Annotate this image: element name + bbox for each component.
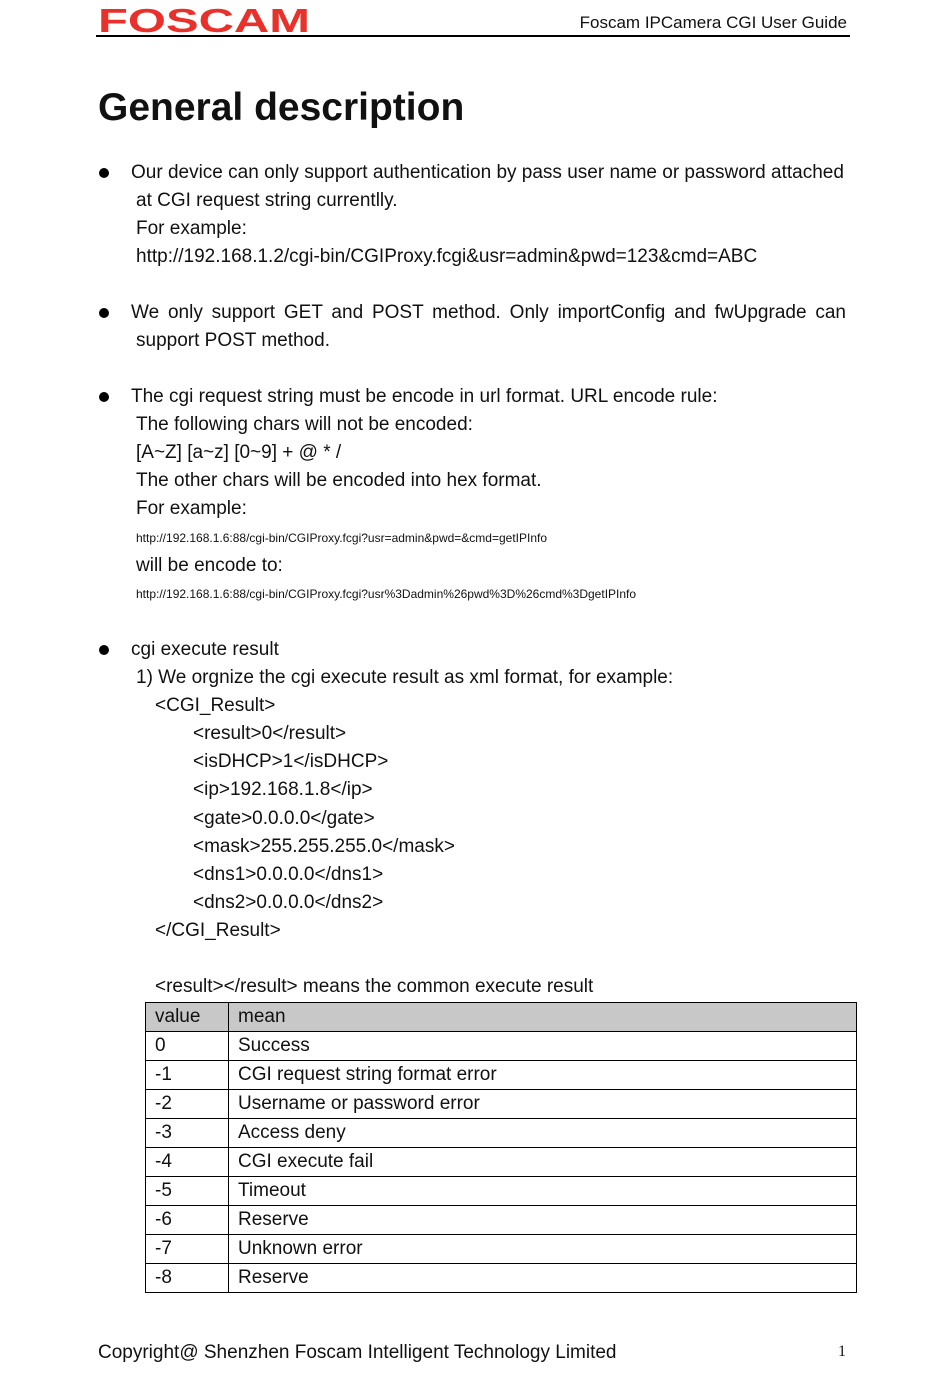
foscam-logo [98,5,310,35]
bullet-2-line-2: support POST method. [136,330,330,351]
table-row [146,1148,857,1177]
result-note: <result></result> means the common execute result [155,976,594,997]
cell-value: -2 [146,1090,229,1119]
bullet-3-line-5: For example: [136,498,247,519]
cell-value: -5 [146,1177,229,1206]
bullet-dot [99,392,109,402]
xml-line: <result>0</result> [193,723,347,744]
bullet-dot [99,168,109,178]
table-row [146,1177,857,1206]
cell-mean: Reserve [229,1206,857,1235]
table-row [146,1206,857,1235]
cell-value: -8 [146,1264,229,1293]
table-row [146,1061,857,1090]
bullet-1-line-1: Our device can only support authentication by pass user name or password attached [131,162,844,183]
example-url-plain: http://192.168.1.6:88/cgi-bin/CGIProxy.fcgi?usr=admin&pwd=&cmd=getIPInfo [136,531,548,545]
bullet-4-line-1: cgi execute result [131,639,279,660]
table-row [146,1264,857,1293]
cell-mean: Timeout [229,1177,857,1206]
xml-line: <dns2>0.0.0.0</dns2> [193,892,384,913]
bullet-dot [99,645,109,655]
bullet-3-line-2: The following chars will not be encoded: [136,414,473,435]
bullet-3-line-7: will be encode to: [136,555,283,576]
cell-mean: Unknown error [229,1235,857,1264]
result-table [145,1002,857,1293]
section-heading: General description [98,86,465,129]
xml-line: <mask>255.255.255.0</mask> [193,836,455,857]
xml-line: </CGI_Result> [155,920,281,941]
bullet-3-line-4: The other chars will be encoded into hex format. [136,470,542,491]
cell-value: -7 [146,1235,229,1264]
cell-mean: Reserve [229,1264,857,1293]
xml-line: <CGI_Result> [155,695,276,716]
logo-text: FOSCAM [98,5,310,35]
table-row [146,1032,857,1061]
cell-value: -4 [146,1148,229,1177]
cell-value: -3 [146,1119,229,1148]
bullet-2-line-1: We only support GET and POST method. Only importConfig and fwUpgrade can [131,302,846,323]
xml-line: <gate>0.0.0.0</gate> [193,808,375,829]
xml-line: <ip>192.168.1.8</ip> [193,779,373,800]
table-row [146,1119,857,1148]
xml-line: <isDHCP>1</isDHCP> [193,751,389,772]
column-header-value: value [146,1003,229,1032]
bullet-3-line-3: [A~Z] [a~z] [0~9] + @ * / [136,442,342,463]
bullet-1-line-2: at CGI request string currentlly. [136,190,398,211]
page-number: 1 [838,1343,846,1360]
bullet-1-line-3: For example: [136,218,247,239]
bullet-dot [99,308,109,318]
example-url-encoded: http://192.168.1.6:88/cgi-bin/CGIProxy.fcgi?usr%3Dadmin%26pwd%3D%26cmd%3DgetIPInfo [136,587,637,601]
table-row [146,1090,857,1119]
bullet-3-line-1: The cgi request string must be encode in url format. URL encode rule: [131,386,718,407]
cell-value: -1 [146,1061,229,1090]
cell-mean: CGI execute fail [229,1148,857,1177]
header-divider [96,35,850,37]
example-url: http://192.168.1.2/cgi-bin/CGIProxy.fcgi&usr=admin&pwd=123&cmd=ABC [136,246,758,267]
document-title: Foscam IPCamera CGI User Guide [579,13,847,32]
cell-mean: Username or password error [229,1090,857,1119]
column-header-mean: mean [229,1003,857,1032]
table-row [146,1235,857,1264]
cell-mean: Access deny [229,1119,857,1148]
footer-copyright: Copyright@ Shenzhen Foscam Intelligent Technology Limited [98,1342,617,1363]
cell-value: 0 [146,1032,229,1061]
table-header-row [146,1003,857,1032]
cell-mean: Success [229,1032,857,1061]
cell-mean: CGI request string format error [229,1061,857,1090]
cell-value: -6 [146,1206,229,1235]
bullet-4-line-2: 1) We orgnize the cgi execute result as xml format, for example: [136,667,674,688]
xml-line: <dns1>0.0.0.0</dns1> [193,864,384,885]
